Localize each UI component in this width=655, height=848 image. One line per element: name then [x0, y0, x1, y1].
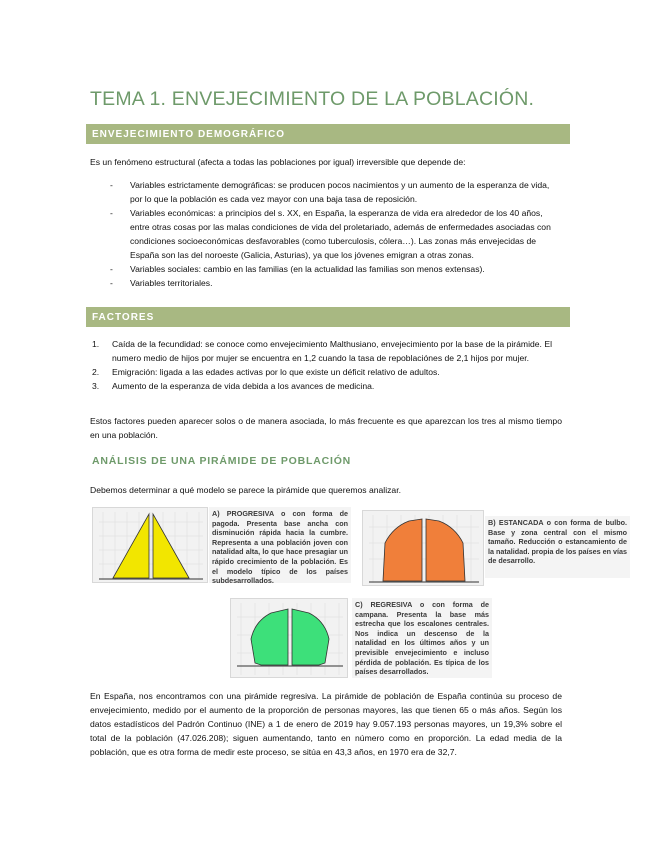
factores-numbered-list — [92, 337, 562, 393]
pyramid-regresiva-graphic — [231, 599, 349, 679]
caption-estancada: B) ESTANCADA o con forma de bulbo. Base y zona central con el mismo tamaño. Reducción o estancamiento de la natalidad. propia de los países en vías de desarrollo. — [485, 516, 630, 578]
list-item — [92, 365, 562, 379]
list-item — [92, 337, 562, 365]
list-item — [110, 276, 562, 290]
pyramid-regresiva-left — [251, 609, 288, 665]
document-title: TEMA 1. ENVEJECIMIENTO DE LA POBLACIÓN. — [90, 88, 535, 110]
pyramid-progresiva-right — [153, 514, 189, 578]
analisis-intro: Debemos determinar a qué modelo se parece la pirámide que queremos analizar. — [90, 485, 401, 495]
list-item-text: Variables económicas: a principios del s. XX, en España, la esperanza de vida era alrededor de los 40 años, entre otras cosas por las malas condiciones de vida del proletariado, además de enfermedades asociadas con condiciones socioeconómicas desfavorables (como tuberculosis, cólera…). Las zonas más envejecidas de España son las del noroeste (Galicia, Asturias), ya que los jóvenes emigran a otras zonas. — [130, 208, 551, 260]
demografico-bullet-list — [110, 178, 562, 290]
pyramid-regresiva-right — [292, 609, 329, 665]
list-item-text: Caída de la fecundidad: se conoce como envejecimiento Malthusiano, envejecimiento por la base de la pirámide. El numero medio de hijos por mujer se encuentra en 1,2 cuando la tasa de repoblaciónes de 2,1 hijos por mujer. — [112, 339, 552, 363]
list-item-text: Variables sociales: cambio en las familias (en la actualidad las familias son menos extensas). — [130, 264, 485, 274]
caption-progresiva: A) PROGRESIVA o con forma de pagoda. Presenta base ancha con disminución rápida hacia la cumbre. Representa a una población joven con natalidad alta, lo que hace presagiar un rápido crecimiento de la población. Es el modelo típico de los países subdesarrollados. — [209, 507, 351, 583]
caption-regresiva: C) REGRESIVA o con forma de campana. Presenta la base más estrecha que los escalones centrales. Nos indica un descenso de la natalidad en los últimos años y un previsible envejecimiento e incluso pérdida de población. Es típica de los países desarrollados. — [352, 598, 492, 678]
list-item-text: Emigración: ligada a las edades activas por lo que existe un déficit relativo de adultos. — [112, 367, 440, 377]
bullet-marker: - — [110, 264, 113, 274]
bullet-marker: - — [110, 180, 113, 190]
pyramid-estancada-graphic — [363, 511, 485, 587]
list-item — [110, 206, 562, 262]
analisis-closing-paragraph: En España, nos encontramos con una pirámide regresiva. La pirámide de población de España continúa su proceso de envejecimiento, medido por el aumento de la proporción de personas mayores, las que tienen 65 o más años. Según los datos estadísticos del Padrón Continuo (INE) a 1 de enero de 2019 hay 9.057.193 personas mayores, un 19,3% sobre el total de la población (47.026.208); siguen aumentando, tanto en número como en proporción. La edad media de la población, que es otra forma de medir este proceso, se sitúa en 43,3 años, en 1970 era de 32,7. — [90, 691, 562, 757]
section-heading-factores: FACTORES — [86, 307, 570, 327]
pyramid-figure-estancada — [362, 510, 484, 586]
demografico-intro: Es un fenómeno estructural (afecta a todas las poblaciones por igual) irreversible que depende de: — [90, 157, 466, 167]
list-number: 1. — [92, 339, 100, 349]
pyramid-progresiva-graphic — [93, 508, 209, 584]
list-item-text: Variables territoriales. — [130, 278, 213, 288]
pyramid-figure-regresiva — [230, 598, 348, 678]
pyramid-estancada-left — [383, 519, 422, 581]
list-number: 3. — [92, 381, 100, 391]
list-number: 2. — [92, 367, 100, 377]
bullet-marker: - — [110, 208, 113, 218]
pyramid-estancada-right — [426, 519, 465, 581]
list-item — [110, 178, 562, 206]
list-item-text: Variables estrictamente demográficas: se producen pocos nacimientos y un aumento de la esperanza de vida, por lo que la población es cada vez mayor con una baja tasa de reposición. — [130, 180, 550, 204]
list-item-text: Aumento de la esperanza de vida debida a los avances de medicina. — [112, 381, 375, 391]
list-item — [110, 262, 562, 276]
pyramid-progresiva-left — [113, 514, 149, 578]
factores-closing-paragraph: Estos factores pueden aparecer solos o de manera asociada, lo más frecuente es que aparezcan los tres al mismo tiempo en una población. — [90, 416, 562, 440]
list-item — [92, 379, 562, 393]
section-heading-envejecimiento: ENVEJECIMIENTO DEMOGRÁFICO — [86, 124, 570, 144]
section-heading-analisis: ANÁLISIS DE UNA PIRÁMIDE DE POBLACIÓN — [92, 455, 352, 467]
pyramid-figure-progresiva — [92, 507, 208, 583]
bullet-marker: - — [110, 278, 113, 288]
